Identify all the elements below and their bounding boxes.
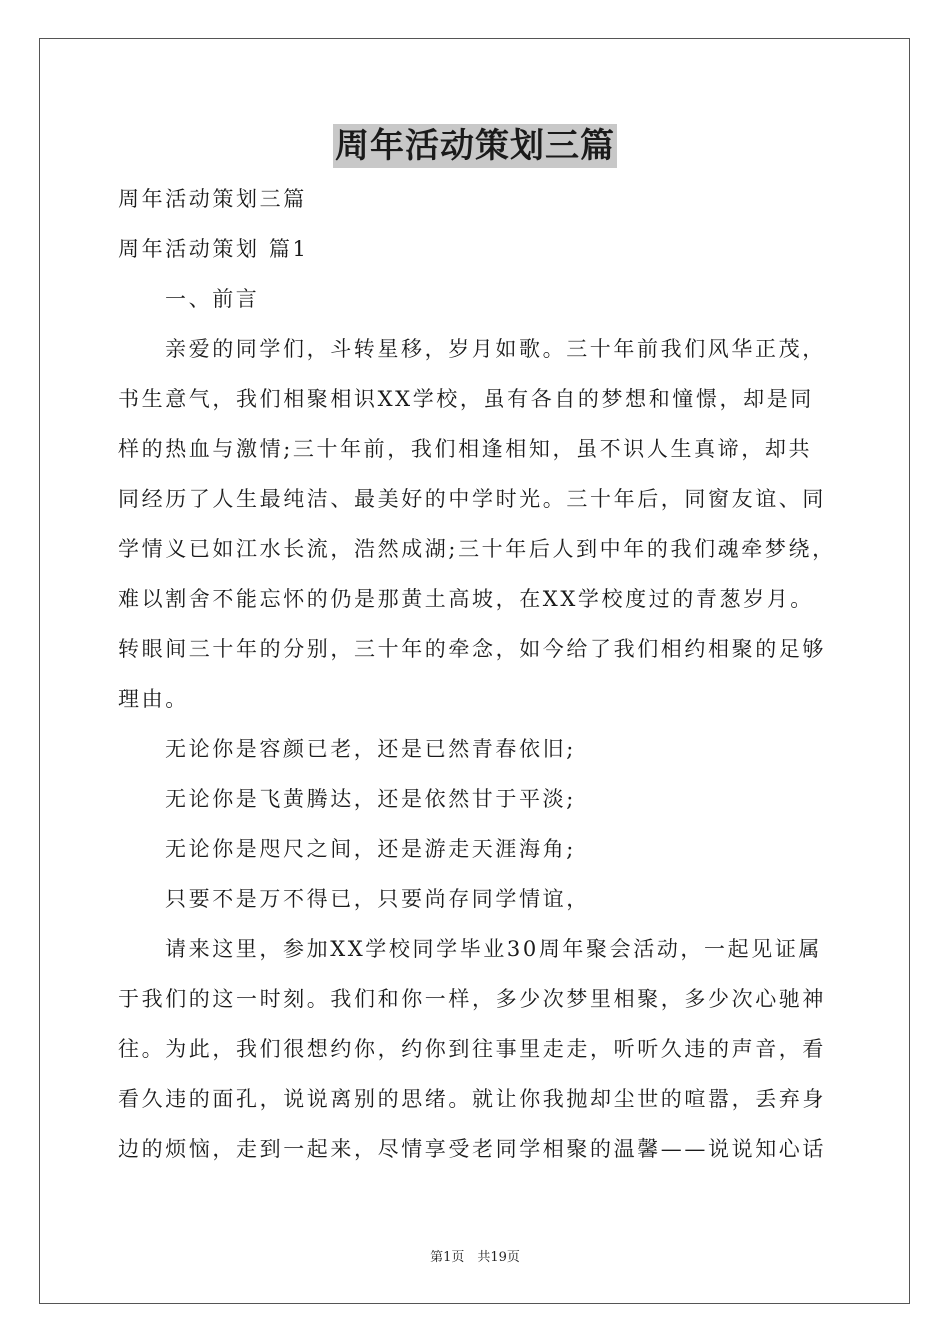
body-line: 同经历了人生最纯洁、最美好的中学时光。三十年后，同窗友谊、同	[118, 487, 826, 511]
document-title-text: 周年活动策划三篇	[335, 126, 615, 166]
body-line: 边的烦恼，走到一起来，尽情享受老同学相聚的温馨——说说知心话	[118, 1137, 826, 1161]
body-line: 难以割舍不能忘怀的仍是那黄土高坡，在XX学校度过的青葱岁月。	[118, 587, 814, 611]
body-line: 看久违的面孔，说说离别的思绪。就让你我抛却尘世的喧嚣，丢弃身	[118, 1087, 826, 1111]
body-line: 理由。	[118, 687, 189, 711]
body-line: 一、前言	[165, 287, 260, 311]
body-line: 请来这里，参加XX学校同学毕业30周年聚会活动，一起见证属	[165, 937, 823, 961]
body-line: 只要不是万不得已，只要尚存同学情谊，	[165, 887, 590, 911]
body-line: 无论你是飞黄腾达，还是依然甘于平淡;	[165, 787, 576, 811]
page-footer: 第1页 共19页	[430, 1250, 520, 1265]
body-line: 样的热血与激情;三十年前，我们相逢相知，虽不识人生真谛，却共	[118, 437, 813, 461]
body-line: 周年活动策划 篇1	[118, 237, 309, 261]
body-line: 往。为此，我们很想约你，约你到往事里走走，听听久违的声音，看	[118, 1037, 826, 1061]
document-title	[0, 124, 950, 168]
body-line: 周年活动策划三篇	[118, 187, 307, 211]
body-line: 学情义已如江水长流，浩然成湖;三十年后人到中年的我们魂牵梦绕，	[118, 537, 836, 561]
document-body	[118, 174, 848, 1174]
body-line: 无论你是咫尺之间，还是游走天涯海角;	[165, 837, 576, 861]
body-line: 于我们的这一时刻。我们和你一样，多少次梦里相聚，多少次心驰神	[118, 987, 826, 1011]
body-line: 转眼间三十年的分别，三十年的牵念，如今给了我们相约相聚的足够	[118, 637, 826, 661]
body-line: 书生意气，我们相聚相识XX学校，虽有各自的梦想和憧憬，却是同	[118, 387, 814, 411]
body-line: 无论你是容颜已老，还是已然青春依旧;	[165, 737, 576, 761]
body-line: 亲爱的同学们，斗转星移，岁月如歌。三十年前我们风华正茂，	[165, 337, 826, 361]
